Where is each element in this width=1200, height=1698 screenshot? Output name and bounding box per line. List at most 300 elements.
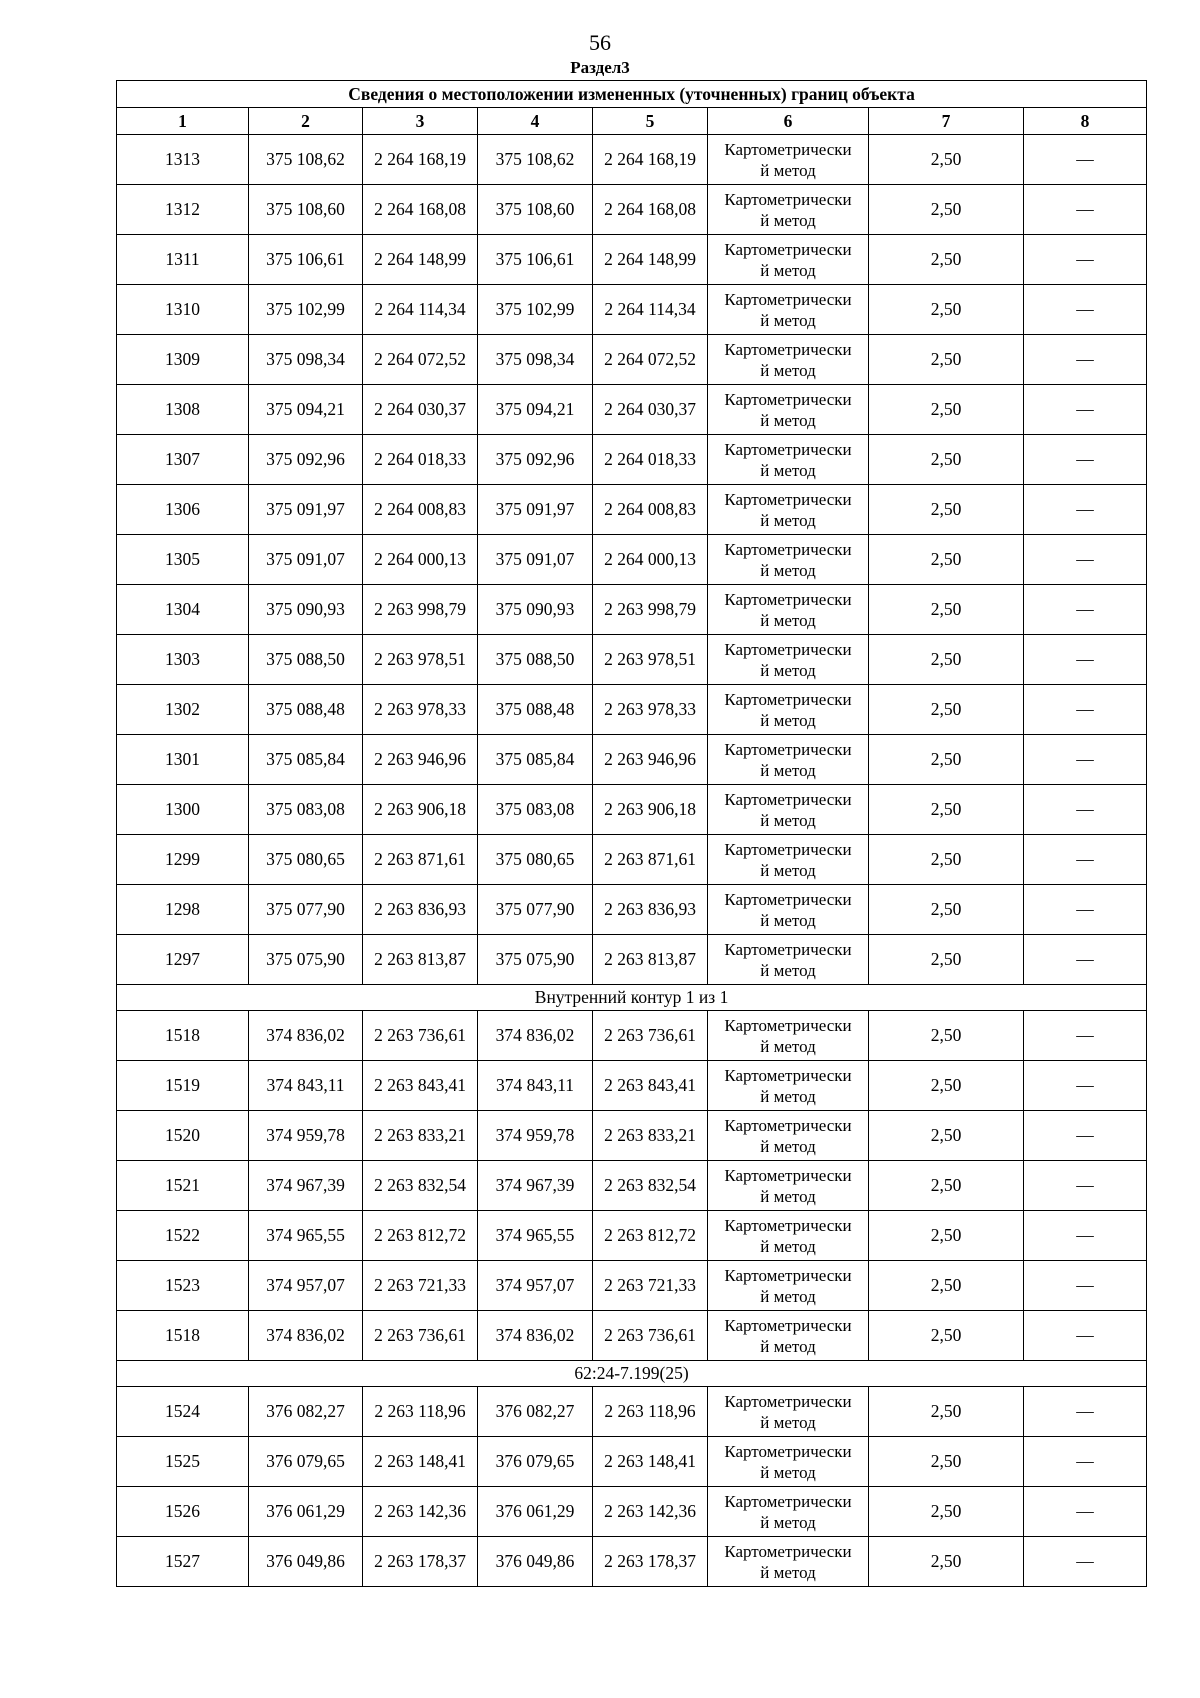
table-row xyxy=(117,1111,1147,1161)
description-cell: — xyxy=(1024,735,1147,785)
point-number-cell: 1299 xyxy=(117,835,249,885)
point-number-cell: 1518 xyxy=(117,1011,249,1061)
y-existing-cell: 2 263 148,41 xyxy=(363,1437,478,1487)
description-cell: — xyxy=(1024,385,1147,435)
y-refined-cell: 2 263 836,93 xyxy=(593,885,708,935)
y-refined-cell: 2 263 906,18 xyxy=(593,785,708,835)
table-row xyxy=(117,885,1147,935)
x-refined-cell: 375 083,08 xyxy=(478,785,593,835)
x-refined-cell: 375 075,90 xyxy=(478,935,593,985)
method-cell xyxy=(708,635,869,685)
y-existing-cell: 2 263 836,93 xyxy=(363,885,478,935)
method-line-2: й метод xyxy=(760,460,816,480)
table-row xyxy=(117,585,1147,635)
description-cell: — xyxy=(1024,685,1147,735)
page-number: 56 xyxy=(589,30,611,55)
y-refined-cell: 2 263 833,21 xyxy=(593,1111,708,1161)
x-refined-cell: 376 082,27 xyxy=(478,1387,593,1437)
description-cell: — xyxy=(1024,1437,1147,1487)
method-cell xyxy=(708,1487,869,1537)
table-row xyxy=(117,1261,1147,1311)
point-number-cell: 1310 xyxy=(117,285,249,335)
method-line-2: й метод xyxy=(760,1562,816,1582)
x-refined-cell: 374 959,78 xyxy=(478,1111,593,1161)
y-existing-cell: 2 264 008,83 xyxy=(363,485,478,535)
y-existing-cell: 2 264 030,37 xyxy=(363,385,478,435)
description-cell: — xyxy=(1024,785,1147,835)
column-header-5: 5 xyxy=(593,108,708,135)
description-cell: — xyxy=(1024,235,1147,285)
method-line-1: Картометрически xyxy=(724,589,852,609)
x-refined-cell: 374 957,07 xyxy=(478,1261,593,1311)
table-row xyxy=(117,1537,1147,1587)
method-cell xyxy=(708,785,869,835)
table-body xyxy=(117,81,1147,1587)
x-refined-cell: 375 106,61 xyxy=(478,235,593,285)
column-header-7: 7 xyxy=(869,108,1024,135)
method-line-1: Картометрически xyxy=(724,889,852,909)
table-row xyxy=(117,135,1147,185)
y-refined-cell: 2 263 978,51 xyxy=(593,635,708,685)
method-line-2: й метод xyxy=(760,960,816,980)
method-cell xyxy=(708,235,869,285)
method-line-1: Картометрически xyxy=(724,139,852,159)
x-existing-cell: 374 967,39 xyxy=(249,1161,363,1211)
description-cell: — xyxy=(1024,1211,1147,1261)
method-cell xyxy=(708,1111,869,1161)
y-refined-cell: 2 263 118,96 xyxy=(593,1387,708,1437)
point-number-cell: 1309 xyxy=(117,335,249,385)
y-existing-cell: 2 263 736,61 xyxy=(363,1011,478,1061)
x-existing-cell: 375 098,34 xyxy=(249,335,363,385)
accuracy-cell: 2,50 xyxy=(869,635,1024,685)
y-existing-cell: 2 264 072,52 xyxy=(363,335,478,385)
accuracy-cell: 2,50 xyxy=(869,485,1024,535)
method-cell xyxy=(708,385,869,435)
table-row xyxy=(117,385,1147,435)
method-cell xyxy=(708,285,869,335)
table-row xyxy=(117,1161,1147,1211)
method-line-2: й метод xyxy=(760,1336,816,1356)
method-line-2: й метод xyxy=(760,710,816,730)
y-existing-cell: 2 263 871,61 xyxy=(363,835,478,885)
method-line-1: Картометрически xyxy=(724,789,852,809)
accuracy-cell: 2,50 xyxy=(869,1311,1024,1361)
x-existing-cell: 375 075,90 xyxy=(249,935,363,985)
method-cell xyxy=(708,935,869,985)
method-cell xyxy=(708,135,869,185)
table-row xyxy=(117,235,1147,285)
method-line-2: й метод xyxy=(760,410,816,430)
accuracy-cell: 2,50 xyxy=(869,1437,1024,1487)
y-refined-cell: 2 264 168,19 xyxy=(593,135,708,185)
x-existing-cell: 375 088,50 xyxy=(249,635,363,685)
point-number-cell: 1308 xyxy=(117,385,249,435)
column-header-1: 1 xyxy=(117,108,249,135)
method-line-2: й метод xyxy=(760,1462,816,1482)
contour-label: 62:24-7.199(25) xyxy=(117,1361,1147,1387)
y-refined-cell: 2 264 168,08 xyxy=(593,185,708,235)
x-refined-cell: 375 102,99 xyxy=(478,285,593,335)
point-number-cell: 1303 xyxy=(117,635,249,685)
x-refined-cell: 376 049,86 xyxy=(478,1537,593,1587)
y-existing-cell: 2 264 168,19 xyxy=(363,135,478,185)
description-cell: — xyxy=(1024,1387,1147,1437)
y-existing-cell: 2 263 946,96 xyxy=(363,735,478,785)
method-cell xyxy=(708,1061,869,1111)
accuracy-cell: 2,50 xyxy=(869,1261,1024,1311)
x-refined-cell: 376 061,29 xyxy=(478,1487,593,1537)
y-existing-cell: 2 263 978,33 xyxy=(363,685,478,735)
table-row xyxy=(117,835,1147,885)
method-line-2: й метод xyxy=(760,810,816,830)
point-number-cell: 1524 xyxy=(117,1387,249,1437)
method-line-1: Картометрически xyxy=(724,339,852,359)
accuracy-cell: 2,50 xyxy=(869,1011,1024,1061)
method-line-2: й метод xyxy=(760,560,816,580)
x-refined-cell: 374 836,02 xyxy=(478,1011,593,1061)
x-existing-cell: 375 090,93 xyxy=(249,585,363,635)
y-existing-cell: 2 264 000,13 xyxy=(363,535,478,585)
description-cell: — xyxy=(1024,285,1147,335)
method-cell xyxy=(708,1211,869,1261)
x-existing-cell: 375 085,84 xyxy=(249,735,363,785)
table-row xyxy=(117,1061,1147,1111)
method-line-1: Картометрически xyxy=(724,489,852,509)
x-existing-cell: 374 957,07 xyxy=(249,1261,363,1311)
x-existing-cell: 375 080,65 xyxy=(249,835,363,885)
point-number-cell: 1527 xyxy=(117,1537,249,1587)
table-row xyxy=(117,935,1147,985)
accuracy-cell: 2,50 xyxy=(869,835,1024,885)
description-cell: — xyxy=(1024,1487,1147,1537)
method-line-1: Картометрически xyxy=(724,389,852,409)
method-line-2: й метод xyxy=(760,660,816,680)
y-refined-cell: 2 264 030,37 xyxy=(593,385,708,435)
method-cell xyxy=(708,885,869,935)
y-refined-cell: 2 264 072,52 xyxy=(593,335,708,385)
y-refined-cell: 2 264 000,13 xyxy=(593,535,708,585)
x-existing-cell: 375 091,97 xyxy=(249,485,363,535)
description-cell: — xyxy=(1024,885,1147,935)
x-existing-cell: 376 082,27 xyxy=(249,1387,363,1437)
x-existing-cell: 374 843,11 xyxy=(249,1061,363,1111)
description-cell: — xyxy=(1024,185,1147,235)
y-refined-cell: 2 264 148,99 xyxy=(593,235,708,285)
accuracy-cell: 2,50 xyxy=(869,1111,1024,1161)
table-row xyxy=(117,1311,1147,1361)
table-row xyxy=(117,285,1147,335)
method-line-1: Картометрически xyxy=(724,1391,852,1411)
y-existing-cell: 2 264 168,08 xyxy=(363,185,478,235)
x-existing-cell: 375 106,61 xyxy=(249,235,363,285)
accuracy-cell: 2,50 xyxy=(869,235,1024,285)
method-line-2: й метод xyxy=(760,210,816,230)
table-caption-row xyxy=(117,81,1147,108)
y-existing-cell: 2 263 736,61 xyxy=(363,1311,478,1361)
y-refined-cell: 2 264 114,34 xyxy=(593,285,708,335)
method-line-1: Картометрически xyxy=(724,289,852,309)
description-cell: — xyxy=(1024,1261,1147,1311)
column-header-2: 2 xyxy=(249,108,363,135)
x-refined-cell: 374 836,02 xyxy=(478,1311,593,1361)
x-existing-cell: 374 965,55 xyxy=(249,1211,363,1261)
description-cell: — xyxy=(1024,485,1147,535)
column-header-6: 6 xyxy=(708,108,869,135)
y-existing-cell: 2 263 906,18 xyxy=(363,785,478,835)
table-row xyxy=(117,785,1147,835)
x-refined-cell: 375 090,93 xyxy=(478,585,593,635)
accuracy-cell: 2,50 xyxy=(869,735,1024,785)
description-cell: — xyxy=(1024,435,1147,485)
method-line-1: Картометрически xyxy=(724,1441,852,1461)
method-line-1: Картометрически xyxy=(724,439,852,459)
point-number-cell: 1305 xyxy=(117,535,249,585)
y-refined-cell: 2 263 736,61 xyxy=(593,1311,708,1361)
y-refined-cell: 2 263 148,41 xyxy=(593,1437,708,1487)
point-number-cell: 1518 xyxy=(117,1311,249,1361)
method-line-1: Картометрически xyxy=(724,689,852,709)
x-refined-cell: 376 079,65 xyxy=(478,1437,593,1487)
y-existing-cell: 2 263 998,79 xyxy=(363,585,478,635)
y-existing-cell: 2 263 142,36 xyxy=(363,1487,478,1537)
accuracy-cell: 2,50 xyxy=(869,535,1024,585)
method-cell xyxy=(708,185,869,235)
accuracy-cell: 2,50 xyxy=(869,385,1024,435)
x-existing-cell: 375 091,07 xyxy=(249,535,363,585)
method-cell xyxy=(708,1011,869,1061)
point-number-cell: 1522 xyxy=(117,1211,249,1261)
method-line-2: й метод xyxy=(760,1236,816,1256)
point-number-cell: 1523 xyxy=(117,1261,249,1311)
method-line-1: Картометрически xyxy=(724,1541,852,1561)
x-existing-cell: 375 108,60 xyxy=(249,185,363,235)
x-existing-cell: 375 077,90 xyxy=(249,885,363,935)
point-number-cell: 1300 xyxy=(117,785,249,835)
x-existing-cell: 375 102,99 xyxy=(249,285,363,335)
method-cell xyxy=(708,1261,869,1311)
description-cell: — xyxy=(1024,335,1147,385)
x-refined-cell: 374 843,11 xyxy=(478,1061,593,1111)
y-refined-cell: 2 263 721,33 xyxy=(593,1261,708,1311)
method-cell xyxy=(708,1387,869,1437)
x-refined-cell: 375 091,97 xyxy=(478,485,593,535)
table-row xyxy=(117,685,1147,735)
method-cell xyxy=(708,485,869,535)
x-existing-cell: 374 836,02 xyxy=(249,1011,363,1061)
description-cell: — xyxy=(1024,635,1147,685)
point-number-cell: 1520 xyxy=(117,1111,249,1161)
method-cell xyxy=(708,1161,869,1211)
table-row xyxy=(117,335,1147,385)
method-cell xyxy=(708,685,869,735)
method-line-1: Картометрически xyxy=(724,239,852,259)
table-row xyxy=(117,1387,1147,1437)
y-refined-cell: 2 263 998,79 xyxy=(593,585,708,635)
accuracy-cell: 2,50 xyxy=(869,185,1024,235)
column-header-8: 8 xyxy=(1024,108,1147,135)
table-row xyxy=(117,1211,1147,1261)
accuracy-cell: 2,50 xyxy=(869,1161,1024,1211)
accuracy-cell: 2,50 xyxy=(869,135,1024,185)
description-cell: — xyxy=(1024,1111,1147,1161)
accuracy-cell: 2,50 xyxy=(869,785,1024,835)
y-existing-cell: 2 263 978,51 xyxy=(363,635,478,685)
method-line-1: Картометрически xyxy=(724,939,852,959)
y-existing-cell: 2 263 721,33 xyxy=(363,1261,478,1311)
x-refined-cell: 375 088,48 xyxy=(478,685,593,735)
method-line-1: Картометрически xyxy=(724,189,852,209)
point-number-cell: 1304 xyxy=(117,585,249,635)
x-existing-cell: 375 083,08 xyxy=(249,785,363,835)
method-line-2: й метод xyxy=(760,1286,816,1306)
y-refined-cell: 2 263 142,36 xyxy=(593,1487,708,1537)
method-cell xyxy=(708,585,869,635)
point-number-cell: 1519 xyxy=(117,1061,249,1111)
y-refined-cell: 2 263 843,41 xyxy=(593,1061,708,1111)
method-cell xyxy=(708,535,869,585)
y-refined-cell: 2 263 813,87 xyxy=(593,935,708,985)
y-refined-cell: 2 264 008,83 xyxy=(593,485,708,535)
coordinates-table xyxy=(116,80,1147,1587)
point-number-cell: 1313 xyxy=(117,135,249,185)
table-row xyxy=(117,435,1147,485)
accuracy-cell: 2,50 xyxy=(869,285,1024,335)
x-refined-cell: 375 091,07 xyxy=(478,535,593,585)
method-line-2: й метод xyxy=(760,1136,816,1156)
y-refined-cell: 2 263 871,61 xyxy=(593,835,708,885)
method-line-2: й метод xyxy=(760,860,816,880)
method-line-2: й метод xyxy=(760,1512,816,1532)
table-caption: Сведения о местоположении измененных (уточненных) границ объекта xyxy=(117,81,1147,108)
method-line-1: Картометрически xyxy=(724,739,852,759)
x-refined-cell: 375 077,90 xyxy=(478,885,593,935)
method-line-2: й метод xyxy=(760,1086,816,1106)
x-refined-cell: 375 085,84 xyxy=(478,735,593,785)
method-line-1: Картометрически xyxy=(724,1491,852,1511)
y-refined-cell: 2 263 832,54 xyxy=(593,1161,708,1211)
method-cell xyxy=(708,1311,869,1361)
column-header-4: 4 xyxy=(478,108,593,135)
accuracy-cell: 2,50 xyxy=(869,1387,1024,1437)
point-number-cell: 1312 xyxy=(117,185,249,235)
x-refined-cell: 375 098,34 xyxy=(478,335,593,385)
accuracy-cell: 2,50 xyxy=(869,335,1024,385)
x-refined-cell: 374 967,39 xyxy=(478,1161,593,1211)
y-existing-cell: 2 264 114,34 xyxy=(363,285,478,335)
x-existing-cell: 375 088,48 xyxy=(249,685,363,735)
y-refined-cell: 2 263 978,33 xyxy=(593,685,708,735)
table-header-row xyxy=(117,108,1147,135)
method-cell xyxy=(708,335,869,385)
method-line-1: Картометрически xyxy=(724,1265,852,1285)
method-line-2: й метод xyxy=(760,910,816,930)
point-number-cell: 1297 xyxy=(117,935,249,985)
table-row xyxy=(117,1487,1147,1537)
description-cell: — xyxy=(1024,935,1147,985)
contour-label-row xyxy=(117,985,1147,1011)
method-line-1: Картометрически xyxy=(724,1115,852,1135)
y-existing-cell: 2 263 833,21 xyxy=(363,1111,478,1161)
description-cell: — xyxy=(1024,1061,1147,1111)
point-number-cell: 1311 xyxy=(117,235,249,285)
table-row xyxy=(117,1437,1147,1487)
x-existing-cell: 376 079,65 xyxy=(249,1437,363,1487)
method-line-2: й метод xyxy=(760,260,816,280)
method-line-1: Картометрически xyxy=(724,539,852,559)
x-existing-cell: 374 959,78 xyxy=(249,1111,363,1161)
x-refined-cell: 375 094,21 xyxy=(478,385,593,435)
x-existing-cell: 375 108,62 xyxy=(249,135,363,185)
y-existing-cell: 2 264 148,99 xyxy=(363,235,478,285)
y-existing-cell: 2 264 018,33 xyxy=(363,435,478,485)
method-line-1: Картометрически xyxy=(724,639,852,659)
section-title: Раздел3 xyxy=(570,58,630,77)
point-number-cell: 1525 xyxy=(117,1437,249,1487)
point-number-cell: 1306 xyxy=(117,485,249,535)
accuracy-cell: 2,50 xyxy=(869,1211,1024,1261)
x-existing-cell: 376 049,86 xyxy=(249,1537,363,1587)
y-existing-cell: 2 263 843,41 xyxy=(363,1061,478,1111)
method-line-1: Картометрически xyxy=(724,839,852,859)
accuracy-cell: 2,50 xyxy=(869,1537,1024,1587)
method-line-2: й метод xyxy=(760,510,816,530)
description-cell: — xyxy=(1024,535,1147,585)
y-refined-cell: 2 263 178,37 xyxy=(593,1537,708,1587)
method-line-2: й метод xyxy=(760,160,816,180)
table-row xyxy=(117,535,1147,585)
accuracy-cell: 2,50 xyxy=(869,935,1024,985)
description-cell: — xyxy=(1024,1537,1147,1587)
y-refined-cell: 2 263 736,61 xyxy=(593,1011,708,1061)
method-line-2: й метод xyxy=(760,360,816,380)
method-line-1: Картометрически xyxy=(724,1215,852,1235)
table-row xyxy=(117,485,1147,535)
point-number-cell: 1307 xyxy=(117,435,249,485)
method-line-2: й метод xyxy=(760,1186,816,1206)
description-cell: — xyxy=(1024,1311,1147,1361)
y-existing-cell: 2 263 813,87 xyxy=(363,935,478,985)
contour-label: Внутренний контур 1 из 1 xyxy=(117,985,1147,1011)
table-row xyxy=(117,185,1147,235)
description-cell: — xyxy=(1024,1161,1147,1211)
accuracy-cell: 2,50 xyxy=(869,585,1024,635)
x-refined-cell: 375 088,50 xyxy=(478,635,593,685)
method-line-1: Картометрически xyxy=(724,1165,852,1185)
contour-label-row xyxy=(117,1361,1147,1387)
accuracy-cell: 2,50 xyxy=(869,685,1024,735)
accuracy-cell: 2,50 xyxy=(869,435,1024,485)
point-number-cell: 1298 xyxy=(117,885,249,935)
description-cell: — xyxy=(1024,585,1147,635)
y-existing-cell: 2 263 832,54 xyxy=(363,1161,478,1211)
description-cell: — xyxy=(1024,135,1147,185)
x-refined-cell: 375 108,62 xyxy=(478,135,593,185)
method-line-1: Картометрически xyxy=(724,1315,852,1335)
method-cell xyxy=(708,1537,869,1587)
y-existing-cell: 2 263 812,72 xyxy=(363,1211,478,1261)
x-existing-cell: 376 061,29 xyxy=(249,1487,363,1537)
x-existing-cell: 375 092,96 xyxy=(249,435,363,485)
method-cell xyxy=(708,735,869,785)
method-cell xyxy=(708,835,869,885)
point-number-cell: 1521 xyxy=(117,1161,249,1211)
table-row xyxy=(117,635,1147,685)
point-number-cell: 1302 xyxy=(117,685,249,735)
accuracy-cell: 2,50 xyxy=(869,1061,1024,1111)
x-refined-cell: 375 092,96 xyxy=(478,435,593,485)
point-number-cell: 1526 xyxy=(117,1487,249,1537)
